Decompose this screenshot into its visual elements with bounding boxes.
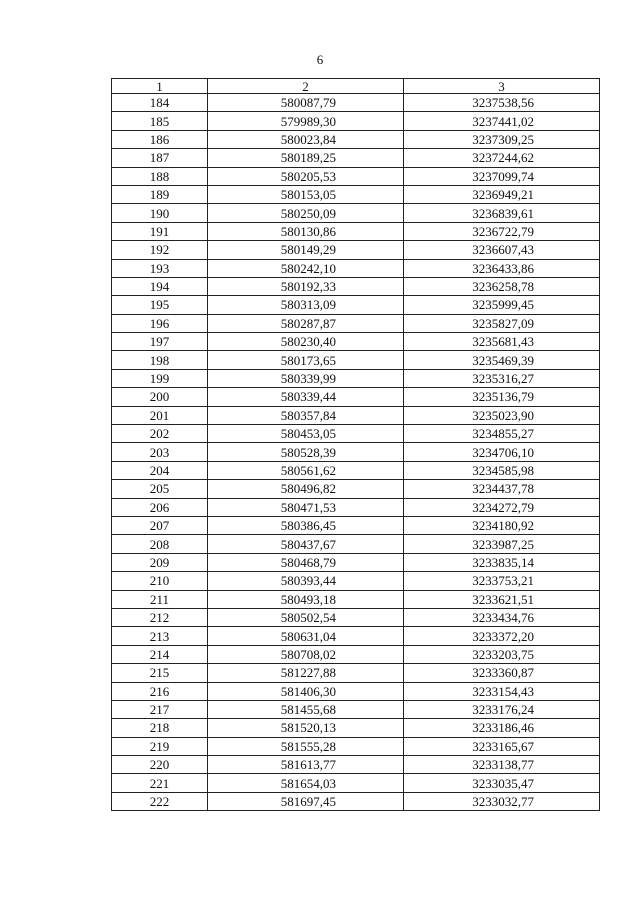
x-coordinate-cell: 580339,44 — [208, 388, 404, 406]
point-number-cell: 209 — [112, 553, 208, 571]
y-coordinate-cell: 3234585,98 — [404, 461, 600, 479]
x-coordinate-cell: 580502,54 — [208, 608, 404, 626]
point-number-cell: 215 — [112, 664, 208, 682]
table-row — [112, 756, 600, 774]
y-coordinate-cell: 3235827,09 — [404, 314, 600, 332]
table-row — [112, 296, 600, 314]
y-coordinate-cell: 3236839,61 — [404, 204, 600, 222]
table-row — [112, 664, 600, 682]
point-number-cell: 204 — [112, 461, 208, 479]
table-row — [112, 241, 600, 259]
point-number-cell: 216 — [112, 682, 208, 700]
y-coordinate-cell: 3233372,20 — [404, 627, 600, 645]
table-row — [112, 719, 600, 737]
x-coordinate-cell: 581520,13 — [208, 719, 404, 737]
y-coordinate-cell: 3233621,51 — [404, 590, 600, 608]
y-coordinate-cell: 3234272,79 — [404, 498, 600, 516]
point-number-cell: 217 — [112, 700, 208, 718]
point-number-cell: 192 — [112, 241, 208, 259]
table-row — [112, 222, 600, 240]
table-row — [112, 572, 600, 590]
x-coordinate-cell: 581227,88 — [208, 664, 404, 682]
point-number-cell: 188 — [112, 167, 208, 185]
y-coordinate-cell: 3237244,62 — [404, 149, 600, 167]
table-row — [112, 149, 600, 167]
point-number-cell: 213 — [112, 627, 208, 645]
y-coordinate-cell: 3235136,79 — [404, 388, 600, 406]
y-coordinate-cell: 3233154,43 — [404, 682, 600, 700]
x-coordinate-cell: 580087,79 — [208, 94, 404, 112]
table-row — [112, 700, 600, 718]
y-coordinate-cell: 3235316,27 — [404, 369, 600, 387]
point-number-cell: 201 — [112, 406, 208, 424]
point-number-cell: 185 — [112, 112, 208, 130]
point-number-cell: 220 — [112, 756, 208, 774]
table-row — [112, 774, 600, 792]
coordinates-table-container — [111, 78, 599, 811]
table-row — [112, 553, 600, 571]
y-coordinate-cell: 3235999,45 — [404, 296, 600, 314]
table-row — [112, 185, 600, 203]
table-row — [112, 333, 600, 351]
y-coordinate-cell: 3234706,10 — [404, 443, 600, 461]
table-row — [112, 204, 600, 222]
x-coordinate-cell: 581555,28 — [208, 737, 404, 755]
y-coordinate-cell: 3234855,27 — [404, 425, 600, 443]
x-coordinate-cell: 580192,33 — [208, 277, 404, 295]
table-row — [112, 277, 600, 295]
y-coordinate-cell: 3235681,43 — [404, 333, 600, 351]
table-row — [112, 314, 600, 332]
point-number-cell: 214 — [112, 645, 208, 663]
y-coordinate-cell: 3233176,24 — [404, 700, 600, 718]
table-row — [112, 608, 600, 626]
x-coordinate-cell: 580471,53 — [208, 498, 404, 516]
table-header-row — [112, 79, 600, 94]
table-row — [112, 130, 600, 148]
y-coordinate-cell: 3235469,39 — [404, 351, 600, 369]
x-coordinate-cell: 580287,87 — [208, 314, 404, 332]
y-coordinate-cell: 3233835,14 — [404, 553, 600, 571]
x-coordinate-cell: 581406,30 — [208, 682, 404, 700]
x-coordinate-cell: 580339,99 — [208, 369, 404, 387]
point-number-cell: 212 — [112, 608, 208, 626]
x-coordinate-cell: 580357,84 — [208, 406, 404, 424]
x-coordinate-cell: 580468,79 — [208, 553, 404, 571]
point-number-cell: 202 — [112, 425, 208, 443]
point-number-cell: 186 — [112, 130, 208, 148]
table-row — [112, 645, 600, 663]
x-coordinate-cell: 580453,05 — [208, 425, 404, 443]
column-header-point-number: 1 — [112, 79, 208, 94]
y-coordinate-cell: 3233186,46 — [404, 719, 600, 737]
y-coordinate-cell: 3236258,78 — [404, 277, 600, 295]
point-number-cell: 187 — [112, 149, 208, 167]
point-number-cell: 206 — [112, 498, 208, 516]
table-row — [112, 480, 600, 498]
point-number-cell: 190 — [112, 204, 208, 222]
y-coordinate-cell: 3233753,21 — [404, 572, 600, 590]
x-coordinate-cell: 580250,09 — [208, 204, 404, 222]
y-coordinate-cell: 3233165,67 — [404, 737, 600, 755]
x-coordinate-cell: 580023,84 — [208, 130, 404, 148]
x-coordinate-cell: 580230,40 — [208, 333, 404, 351]
point-number-cell: 218 — [112, 719, 208, 737]
y-coordinate-cell: 3236607,43 — [404, 241, 600, 259]
point-number-cell: 222 — [112, 792, 208, 810]
table-row — [112, 498, 600, 516]
table-row — [112, 516, 600, 534]
table-row — [112, 535, 600, 553]
table-row — [112, 94, 600, 112]
x-coordinate-cell: 580149,29 — [208, 241, 404, 259]
column-header-y-coordinate: 3 — [404, 79, 600, 94]
x-coordinate-cell: 580189,25 — [208, 149, 404, 167]
x-coordinate-cell: 580708,02 — [208, 645, 404, 663]
x-coordinate-cell: 580242,10 — [208, 259, 404, 277]
y-coordinate-cell: 3237309,25 — [404, 130, 600, 148]
page-number: 6 — [316, 52, 324, 67]
point-number-cell: 221 — [112, 774, 208, 792]
x-coordinate-cell: 580386,45 — [208, 516, 404, 534]
x-coordinate-cell: 580437,67 — [208, 535, 404, 553]
y-coordinate-cell: 3234180,92 — [404, 516, 600, 534]
point-number-cell: 208 — [112, 535, 208, 553]
point-number-cell: 199 — [112, 369, 208, 387]
y-coordinate-cell: 3237538,56 — [404, 94, 600, 112]
x-coordinate-cell: 581697,45 — [208, 792, 404, 810]
x-coordinate-cell: 581654,03 — [208, 774, 404, 792]
x-coordinate-cell: 580393,44 — [208, 572, 404, 590]
table-row — [112, 792, 600, 810]
y-coordinate-cell: 3233434,76 — [404, 608, 600, 626]
y-coordinate-cell: 3236722,79 — [404, 222, 600, 240]
table-row — [112, 351, 600, 369]
y-coordinate-cell: 3233138,77 — [404, 756, 600, 774]
x-coordinate-cell: 580561,62 — [208, 461, 404, 479]
point-number-cell: 203 — [112, 443, 208, 461]
point-number-cell: 194 — [112, 277, 208, 295]
point-number-cell: 197 — [112, 333, 208, 351]
x-coordinate-cell: 580493,18 — [208, 590, 404, 608]
y-coordinate-cell: 3233987,25 — [404, 535, 600, 553]
table-row — [112, 112, 600, 130]
table-row — [112, 167, 600, 185]
point-number-cell: 198 — [112, 351, 208, 369]
table-row — [112, 369, 600, 387]
point-number-cell: 189 — [112, 185, 208, 203]
x-coordinate-cell: 580205,53 — [208, 167, 404, 185]
x-coordinate-cell: 580496,82 — [208, 480, 404, 498]
table-row — [112, 737, 600, 755]
x-coordinate-cell: 580528,39 — [208, 443, 404, 461]
table-row — [112, 627, 600, 645]
x-coordinate-cell: 580313,09 — [208, 296, 404, 314]
point-number-cell: 211 — [112, 590, 208, 608]
x-coordinate-cell: 580173,65 — [208, 351, 404, 369]
point-number-cell: 193 — [112, 259, 208, 277]
point-number-cell: 200 — [112, 388, 208, 406]
point-number-cell: 191 — [112, 222, 208, 240]
y-coordinate-cell: 3237099,74 — [404, 167, 600, 185]
table-row — [112, 388, 600, 406]
point-number-cell: 205 — [112, 480, 208, 498]
table-row — [112, 406, 600, 424]
point-number-cell: 196 — [112, 314, 208, 332]
table-row — [112, 259, 600, 277]
x-coordinate-cell: 581455,68 — [208, 700, 404, 718]
y-coordinate-cell: 3235023,90 — [404, 406, 600, 424]
y-coordinate-cell: 3233032,77 — [404, 792, 600, 810]
x-coordinate-cell: 579989,30 — [208, 112, 404, 130]
point-number-cell: 195 — [112, 296, 208, 314]
point-number-cell: 210 — [112, 572, 208, 590]
x-coordinate-cell: 580130,86 — [208, 222, 404, 240]
x-coordinate-cell: 580631,04 — [208, 627, 404, 645]
y-coordinate-cell: 3236433,86 — [404, 259, 600, 277]
table-body — [112, 94, 600, 811]
y-coordinate-cell: 3233203,75 — [404, 645, 600, 663]
column-header-x-coordinate: 2 — [208, 79, 404, 94]
coordinates-table — [111, 78, 600, 811]
table-row — [112, 682, 600, 700]
point-number-cell: 207 — [112, 516, 208, 534]
table-row — [112, 590, 600, 608]
table-row — [112, 443, 600, 461]
table-row — [112, 461, 600, 479]
y-coordinate-cell: 3237441,02 — [404, 112, 600, 130]
table-row — [112, 425, 600, 443]
y-coordinate-cell: 3233035,47 — [404, 774, 600, 792]
y-coordinate-cell: 3234437,78 — [404, 480, 600, 498]
y-coordinate-cell: 3236949,21 — [404, 185, 600, 203]
x-coordinate-cell: 580153,05 — [208, 185, 404, 203]
point-number-cell: 219 — [112, 737, 208, 755]
point-number-cell: 184 — [112, 94, 208, 112]
y-coordinate-cell: 3233360,87 — [404, 664, 600, 682]
x-coordinate-cell: 581613,77 — [208, 756, 404, 774]
